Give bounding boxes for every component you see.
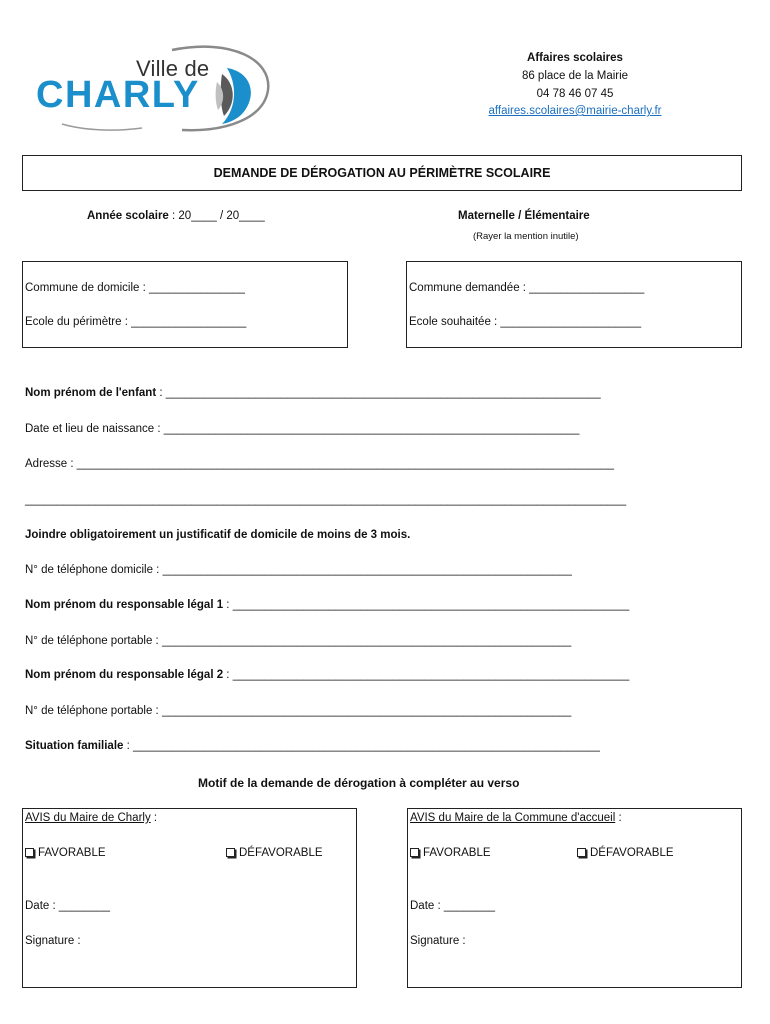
avis-accueil-signature-field[interactable]: Signature : xyxy=(410,935,466,947)
commune-demandee-field[interactable]: Commune demandée : __________________ xyxy=(409,282,645,294)
annee-scolaire xyxy=(87,210,265,222)
nom-enfant-line[interactable]: : ____________________________________________________________________ xyxy=(156,387,601,399)
commune-domicile-field[interactable]: Commune de domicile : _______________ xyxy=(25,282,245,294)
nom-enfant-field[interactable] xyxy=(25,387,601,399)
logo-text-ville: Ville de xyxy=(136,56,210,81)
adresse-field[interactable]: Adresse : ____________________________________________________________________________________ xyxy=(25,458,615,470)
date-naissance-field[interactable]: Date et lieu de naissance : _________________________________________________________________ xyxy=(25,423,580,435)
contact-title: Affaires scolaires xyxy=(527,52,623,64)
avis-accueil-title: AVIS du Maire de la Commune d'accueil : xyxy=(410,812,622,824)
avis-charly-favorable-checkbox[interactable]: FAVORABLE xyxy=(25,847,106,859)
ecole-souhaitee-field[interactable]: Ecole souhaitée : ______________________ xyxy=(409,316,642,328)
checkbox-icon xyxy=(577,848,586,857)
checkbox-icon xyxy=(226,848,235,857)
contact-email-link[interactable]: affaires.scolaires@mairie-charly.fr xyxy=(488,105,662,117)
responsable-1-field[interactable] xyxy=(25,599,629,611)
form-title-box xyxy=(22,155,742,191)
situation-familiale-field[interactable] xyxy=(25,740,600,752)
niveau-note: (Rayer la mention inutile) xyxy=(473,231,579,242)
justificatif-note: Joindre obligatoirement un justificatif de domicile de moins de 3 mois. xyxy=(25,529,411,541)
tel-portable-2-field[interactable]: N° de téléphone portable : ________________________________________________________________ xyxy=(25,705,572,717)
contact-phone: 04 78 46 07 45 xyxy=(536,88,614,100)
avis-charly-defavorable-checkbox[interactable]: DÉFAVORABLE xyxy=(226,847,323,859)
logo-text-charly: CHARLY xyxy=(36,74,200,116)
responsable-1-line[interactable]: : ______________________________________________________________ xyxy=(223,599,630,611)
form-title: DEMANDE DE DÉROGATION AU PÉRIMÈTRE SCOLAIRE xyxy=(213,166,551,180)
checkbox-icon xyxy=(410,848,419,857)
demande-box xyxy=(406,261,742,348)
responsable-2-label: Nom prénom du responsable légal 2 xyxy=(25,669,224,681)
ville-de-charly-logo xyxy=(22,40,272,135)
avis-charly-signature-field[interactable]: Signature : xyxy=(25,935,81,947)
annee-scolaire-label: Année scolaire xyxy=(87,210,169,222)
domicile-box xyxy=(22,261,348,348)
tel-domicile-field[interactable]: N° de téléphone domicile : ________________________________________________________________ xyxy=(25,564,572,576)
situation-familiale-label: Situation familiale xyxy=(25,740,124,752)
checkbox-icon xyxy=(25,848,34,857)
avis-accueil-defavorable-checkbox[interactable]: DÉFAVORABLE xyxy=(577,847,674,859)
niveau-label: Maternelle / Élémentaire xyxy=(458,210,590,222)
motif-heading: Motif de la demande de dérogation à compléter au verso xyxy=(198,776,520,790)
avis-accueil-favorable-checkbox[interactable]: FAVORABLE xyxy=(410,847,491,859)
avis-accueil-box xyxy=(407,808,742,988)
nom-enfant-label: Nom prénom de l'enfant xyxy=(25,387,157,399)
annee-scolaire-value: : 20____ / 20____ xyxy=(168,210,265,222)
avis-charly-title: AVIS du Maire de Charly : xyxy=(25,812,158,824)
tel-portable-1-field[interactable]: N° de téléphone portable : ________________________________________________________________ xyxy=(25,635,572,647)
avis-accueil-date-field[interactable]: Date : ________ xyxy=(410,900,496,912)
avis-charly-date-field[interactable]: Date : ________ xyxy=(25,900,111,912)
responsable-2-field[interactable] xyxy=(25,669,629,681)
responsable-2-line[interactable]: : ______________________________________________________________ xyxy=(223,669,630,681)
responsable-1-label: Nom prénom du responsable légal 1 xyxy=(25,599,224,611)
situation-familiale-line[interactable]: : _________________________________________________________________________ xyxy=(123,740,600,752)
ecole-perimetre-field[interactable]: Ecole du périmètre : __________________ xyxy=(25,316,247,328)
avis-charly-box xyxy=(22,808,357,988)
adresse-line-2[interactable]: ______________________________________________________________________________________________ xyxy=(25,494,627,506)
contact-address: 86 place de la Mairie xyxy=(521,70,629,82)
